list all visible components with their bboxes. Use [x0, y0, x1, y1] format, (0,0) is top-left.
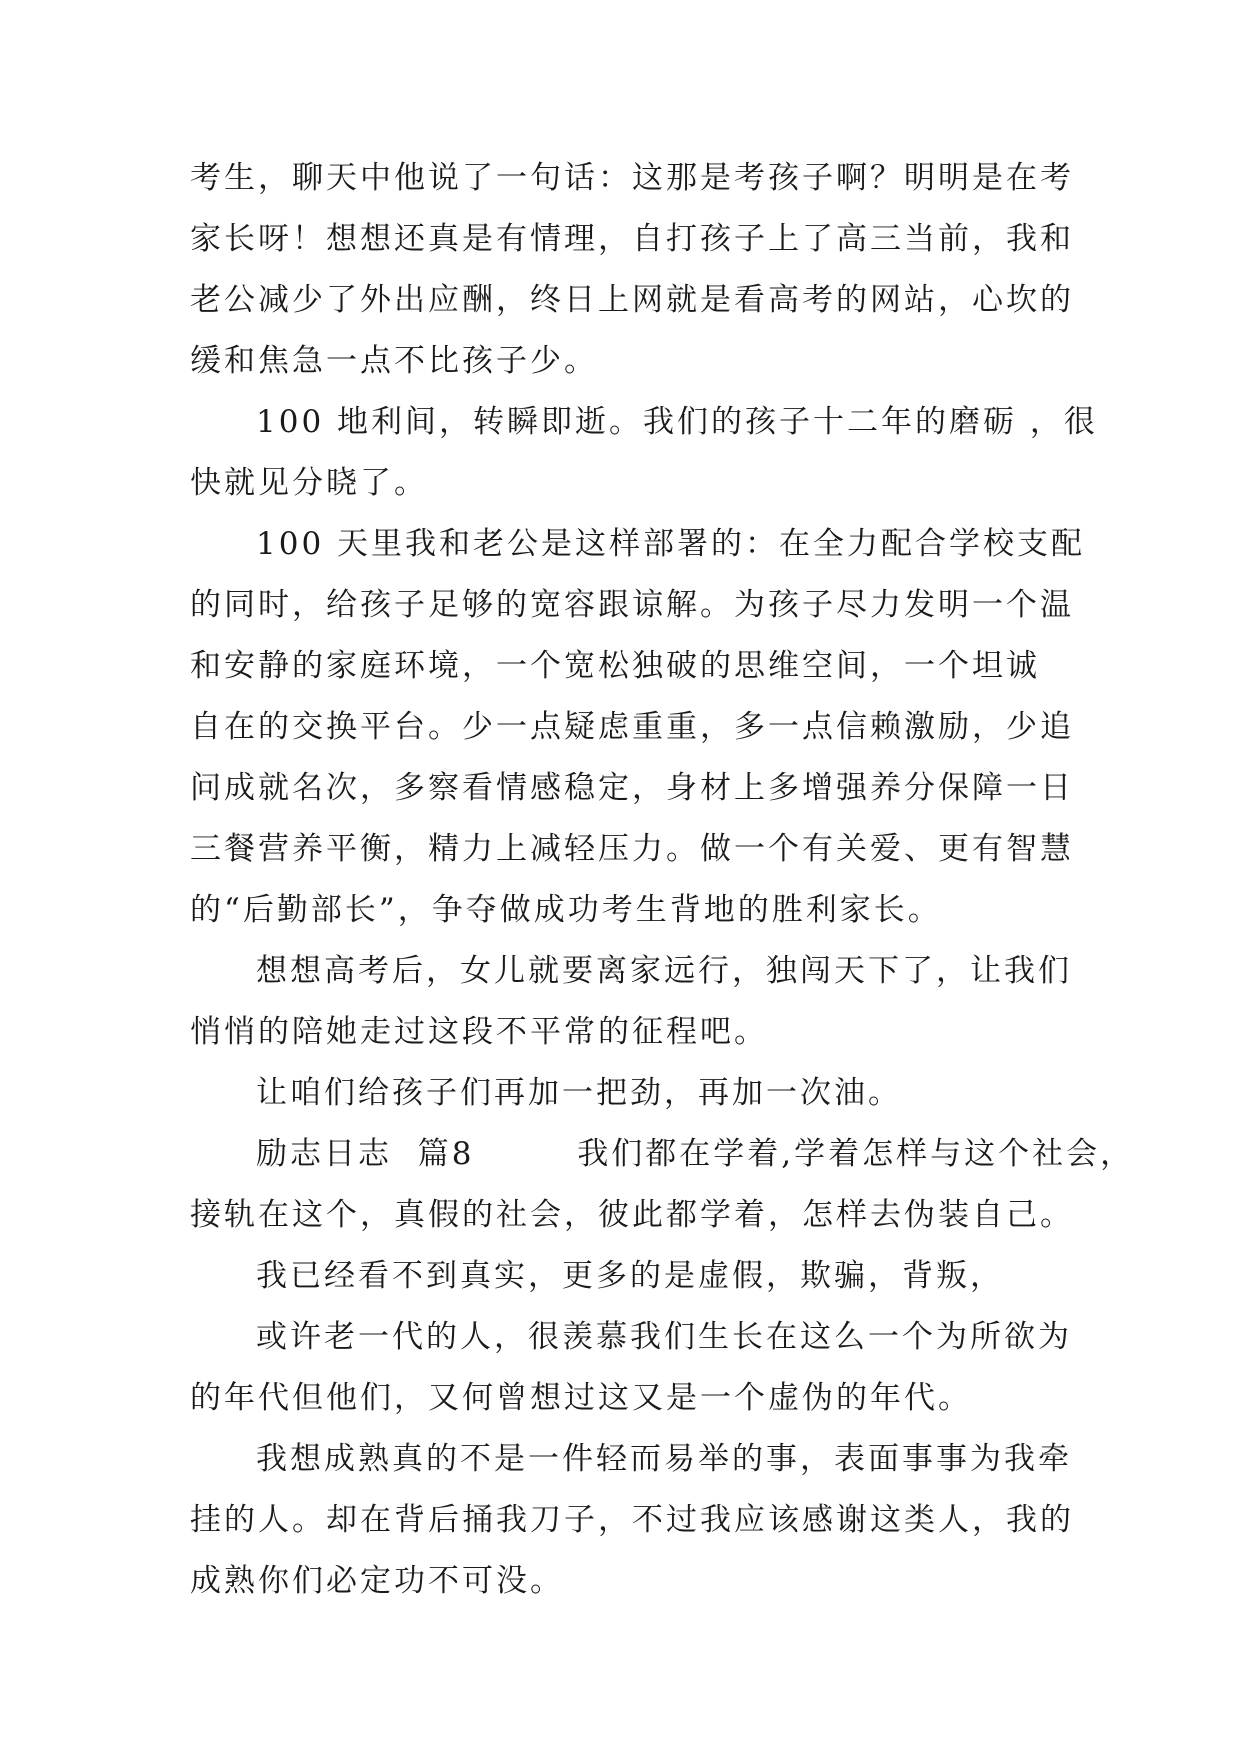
text-line: 100 地利间，转瞬即逝。我们的孩子十二年的磨砺 ，很	[256, 404, 1098, 440]
text-line: 想想高考后，女儿就要离家远行，独闯天下了，让我们	[256, 953, 1072, 989]
text-line: 和安静的家庭环境，一个宽松独破的思维空间，一个坦诚	[190, 648, 1040, 684]
text-line: 100 天里我和老公是这样部署的：在全力配合学校支配	[256, 526, 1086, 562]
text-line: 家长呀！想想还真是有情理，自打孩子上了高三当前，我和	[190, 221, 1074, 257]
text-line: 的同时，给孩子足够的宽容跟谅解。为孩子尽力发明一个温	[190, 587, 1074, 623]
text-line: 自在的交换平台。少一点疑虑重重，多一点信赖激励，少追	[190, 709, 1074, 745]
text-line: 挂的人。却在背后捅我刀子，不过我应该感谢这类人，我的	[190, 1502, 1074, 1538]
text-line: 的年代但他们，又何曾想过这又是一个虚伪的年代。	[190, 1380, 972, 1416]
text-line: 或许老一代的人，很羡慕我们生长在这么一个为所欲为	[256, 1319, 1072, 1355]
text-line: 考生，聊天中他说了一句话：这那是考孩子啊？明明是在考	[190, 160, 1074, 196]
text-line: 三餐营养平衡，精力上减轻压力。做一个有关爱、更有智慧	[190, 831, 1074, 867]
text-line: 缓和焦急一点不比孩子少。	[190, 343, 598, 379]
text-line: 接轨在这个，真假的社会，彼此都学着，怎样去伪装自己。	[190, 1197, 1074, 1233]
text-line: 老公减少了外出应酬，终日上网就是看高考的网站，心坎的	[190, 282, 1074, 318]
text-line: 我想成熟真的不是一件轻而易举的事，表面事事为我牵	[256, 1441, 1072, 1477]
text-line: 的“后勤部长”，争夺做成功考生背地的胜利家长。	[190, 892, 942, 928]
text-line: 成熟你们必定功不可没。	[190, 1563, 564, 1599]
text-line: 悄悄的陪她走过这段不平常的征程吧。	[190, 1014, 768, 1050]
text-line: 我已经看不到真实，更多的是虚假，欺骗，背叛，	[256, 1258, 1004, 1294]
text-line: 快就见分晓了。	[190, 465, 428, 501]
text-line: 让咱们给孩子们再加一把劲，再加一次油。	[256, 1075, 902, 1111]
text-line: 问成就名次，多察看情感稳定，身材上多增强养分保障一日	[190, 770, 1074, 806]
body-text	[190, 148, 1135, 1612]
section-heading-line: 励志日志 篇8 我们都在学着,学着怎样与这个社会，	[256, 1136, 1135, 1172]
